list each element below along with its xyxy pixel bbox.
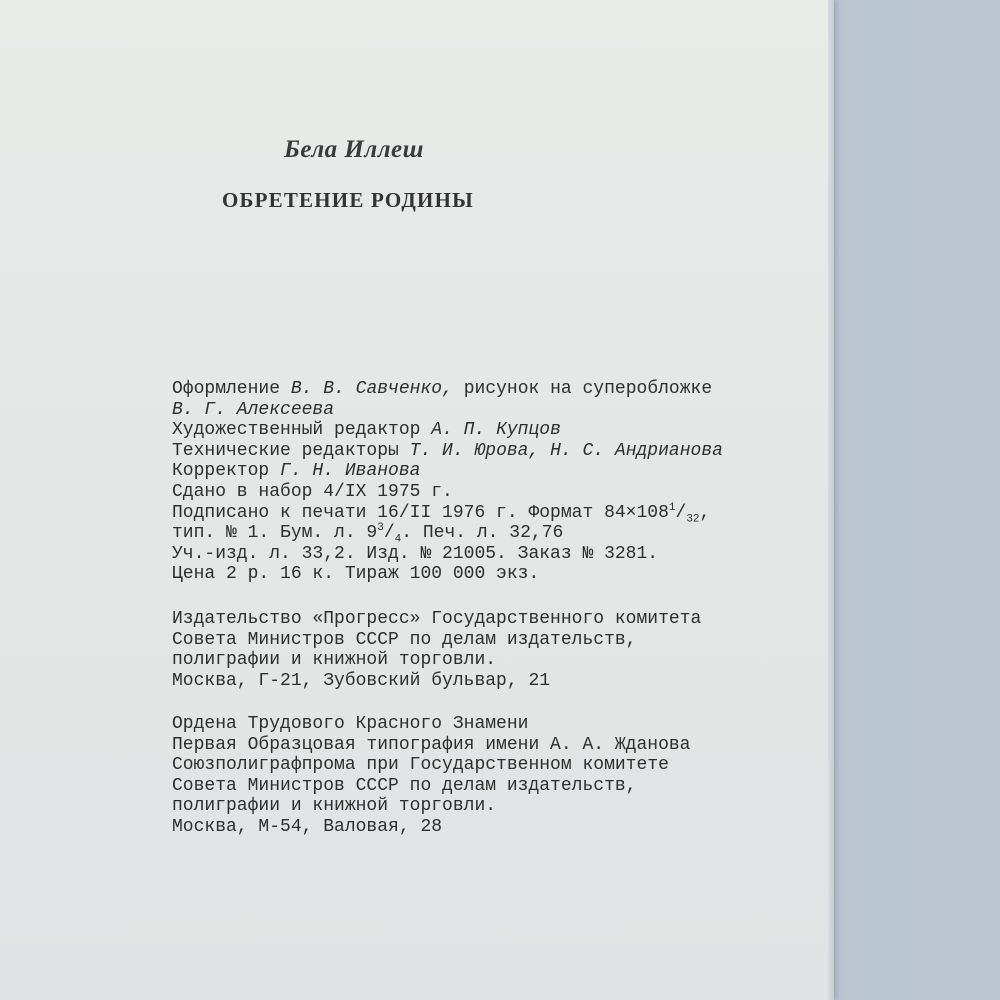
paper-fraction-numerator: 3	[377, 522, 384, 535]
design-name: В. В. Савченко,	[290, 379, 453, 399]
signed-text: Подписано к печати 16/II 1976 г. Формат 84×108	[172, 502, 669, 523]
illustration-name: В. Г. Алексеева	[172, 399, 335, 420]
imprint-block	[172, 379, 723, 585]
publisher-address: Москва, Г-21, Зубовский бульвар, 21	[172, 670, 551, 691]
imprint-line-accounting: Уч.-изд. л. 33,2. Изд. № 21005. Заказ № 3281.	[172, 543, 659, 564]
format-fraction-numerator: 1	[668, 501, 676, 514]
tech-editor-1: Т. И. Юрова,	[409, 440, 540, 461]
tech-editors-label: Технические редакторы	[172, 440, 399, 461]
imprint-line-design	[172, 379, 723, 400]
printer-block	[172, 714, 690, 838]
imprint-line-corrector	[172, 461, 723, 482]
book-title: ОБРЕТЕНИЕ РОДИНЫ	[222, 188, 474, 212]
publisher-block	[172, 609, 701, 691]
paper-fraction-denominator: 4	[394, 533, 402, 546]
imprint-line-art-editor	[172, 420, 723, 441]
publisher-line: Издательство «Прогресс» Государственного комитета	[172, 609, 702, 629]
imprint-line-signed: Подписано к печати 16/II 1976 г. Формат $84\times 108^1/_{32}$,	[172, 501, 711, 526]
printer-address: Москва, М-54, Валовая, 28	[172, 816, 443, 837]
author-name: Бела Иллеш	[284, 136, 424, 163]
printer-line: Первая Образцовая типография имени А. А. Жданова	[172, 734, 691, 755]
printer-line: Совета Министров СССР по делам издательств,	[172, 775, 637, 796]
format-fraction-denominator: 32	[686, 513, 700, 526]
publisher-line: Совета Министров СССР по делам издательств,	[172, 629, 637, 650]
page-edge	[828, 0, 834, 1000]
paper-suffix: . Печ. л. 32,76	[401, 523, 564, 544]
tech-editor-2: Н. С. Андрианова	[550, 440, 723, 461]
imprint-line-paper: тип. № 1. Бум. л. $9^3/_4$. Печ. л. 32,76	[172, 522, 564, 546]
imprint-line-tech-editors	[172, 441, 723, 462]
printer-line: Союзполиграфпрома при Государственном комитете	[172, 755, 669, 776]
corrector-name: Г. Н. Иванова	[280, 461, 421, 482]
paper-text: тип. № 1. Бум. л. 9	[172, 523, 378, 544]
corrector-label: Корректор	[172, 461, 270, 482]
publisher-line: полиграфии и книжной торговли.	[172, 650, 497, 671]
printer-line: полиграфии и книжной торговли.	[172, 796, 497, 817]
illustration-label: рисунок на суперобложке	[463, 379, 713, 399]
design-label: Оформление	[172, 379, 281, 399]
art-editor-label: Художественный редактор	[172, 420, 421, 441]
imprint-line-illustrator	[172, 400, 723, 421]
printer-line: Ордена Трудового Красного Знамени	[172, 714, 529, 734]
art-editor-name: А. П. Купцов	[431, 420, 561, 441]
imprint-line-typeset: Сдано в набор 4/IX 1975 г.	[172, 481, 453, 502]
imprint-line-price: Цена 2 р. 16 к. Тираж 100 000 экз.	[172, 564, 540, 585]
